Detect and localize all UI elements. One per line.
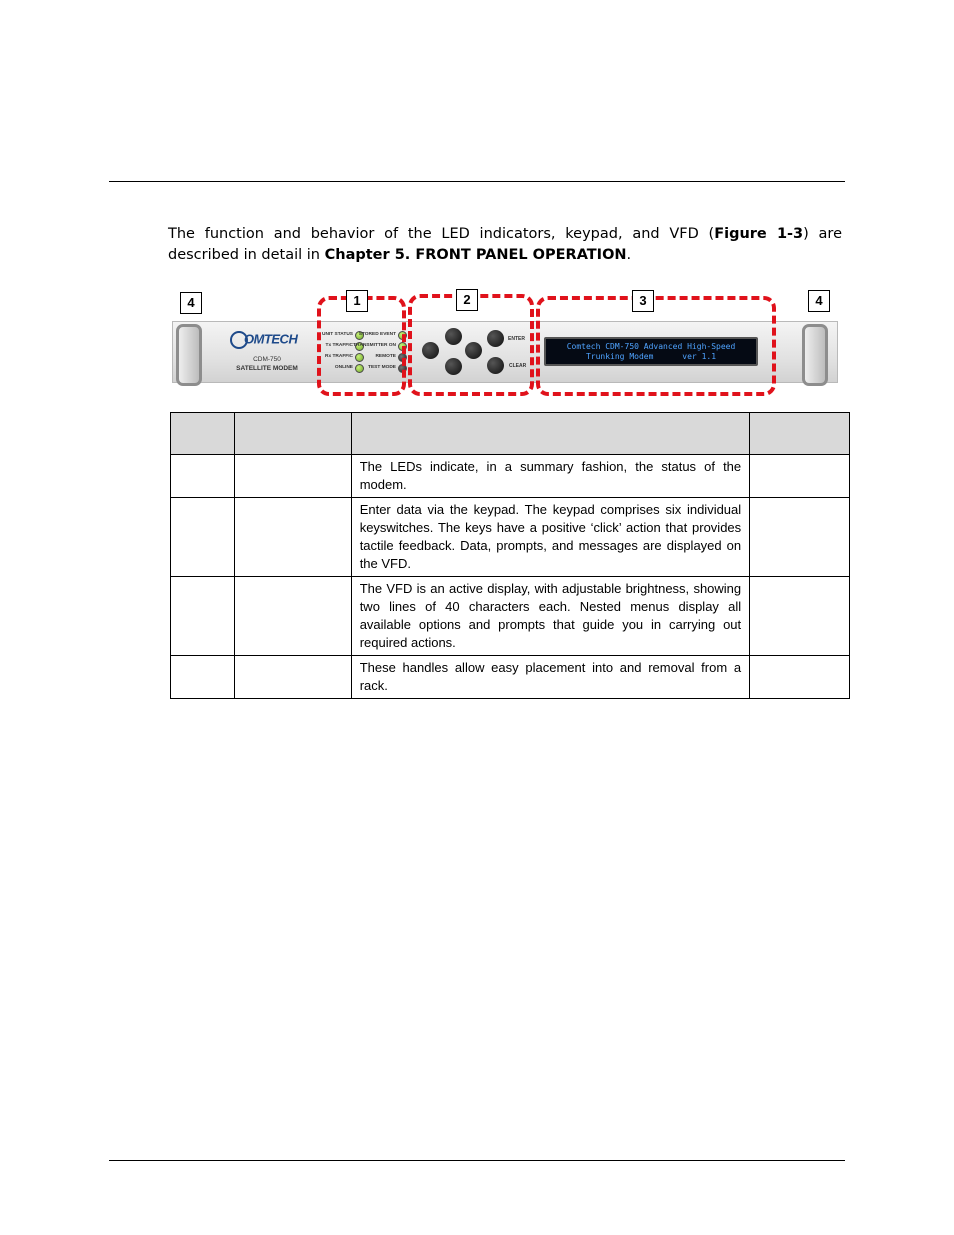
- vfd-line-2: Trunking Modem ver 1.1: [585, 352, 717, 361]
- front-panel-table: [170, 412, 850, 699]
- intro-paragraph: [168, 224, 842, 266]
- table-cell: [750, 498, 850, 577]
- led-label: Rx TRAFFIC: [325, 354, 353, 359]
- table-row: [171, 498, 850, 577]
- table-cell: [171, 498, 235, 577]
- front-panel-figure: [168, 288, 840, 398]
- led-label: UNIT STATUS: [322, 332, 353, 337]
- table-cell: [234, 656, 351, 699]
- table-cell: [171, 656, 235, 699]
- table-row: [171, 656, 850, 699]
- led-label: TEST MODE: [368, 365, 396, 370]
- table-header-cell: [234, 413, 351, 455]
- clear-key-label: CLEAR: [509, 363, 527, 369]
- table-cell: [234, 455, 351, 498]
- table-cell: [171, 455, 235, 498]
- table-description: The LEDs indicate, in a summary fashion, the status of the modem.: [351, 455, 749, 498]
- intro-text-3: .: [626, 247, 632, 263]
- callout-region-3: [536, 296, 776, 396]
- table-cell: [750, 455, 850, 498]
- led-label: Tx TRAFFIC: [325, 343, 353, 348]
- intro-text-2: ) are described in detail in: [168, 226, 842, 263]
- callout-4-left: 4: [180, 292, 202, 314]
- callout-4-right: 4: [808, 290, 830, 312]
- intro-text-1: The function and behavior of the LED indicators, keypad, and VFD (: [168, 226, 715, 242]
- table-row: [171, 577, 850, 656]
- led-label: ONLINE: [334, 365, 353, 370]
- led-label: STORED EVENT: [358, 332, 396, 337]
- led-label: REMOTE: [375, 354, 396, 359]
- table-header-cell: [750, 413, 850, 455]
- top-rule: [109, 181, 845, 182]
- callout-1: 1: [346, 290, 368, 312]
- table-cell: [750, 577, 850, 656]
- table-row: [171, 455, 850, 498]
- bottom-rule: [109, 1160, 845, 1161]
- table-description: These handles allow easy placement into and removal from a rack.: [351, 656, 749, 699]
- table-cell: [234, 577, 351, 656]
- model-label: CDM-750: [253, 356, 281, 363]
- comtech-logo: [230, 331, 297, 349]
- table-cell: [234, 498, 351, 577]
- table-header-cell: [351, 413, 749, 455]
- table-header-row: [171, 413, 850, 455]
- vfd-line-1: Comtech CDM-750 Advanced High-Speed: [566, 342, 736, 351]
- logo-text: OMTECH: [244, 331, 298, 347]
- left-handle: [176, 324, 202, 386]
- chapter-reference: Chapter 5. FRONT PANEL OPERATION: [324, 247, 627, 263]
- figure-reference: Figure 1-3: [714, 226, 804, 242]
- table-cell: [750, 656, 850, 699]
- enter-key-label: ENTER: [508, 336, 525, 342]
- table-description: Enter data via the keypad. The keypad comprises six individual keyswitches. The keys have a positive ‘click’ action that provides tactile feedback. Data, prompts, and messages are displayed on the VFD.: [351, 498, 749, 577]
- table-header-cell: [171, 413, 235, 455]
- callout-2: 2: [456, 289, 478, 311]
- led-label: TRANSMITTER ON: [353, 343, 396, 348]
- table-description: The VFD is an active display, with adjustable brightness, showing two lines of 40 characters each. Nested menus display all available options and prompts that guide you in carrying out required actions.: [351, 577, 749, 656]
- table-cell: [171, 577, 235, 656]
- product-subtitle: SATELLITE MODEM: [236, 365, 298, 372]
- right-handle: [802, 324, 828, 386]
- callout-3: 3: [632, 290, 654, 312]
